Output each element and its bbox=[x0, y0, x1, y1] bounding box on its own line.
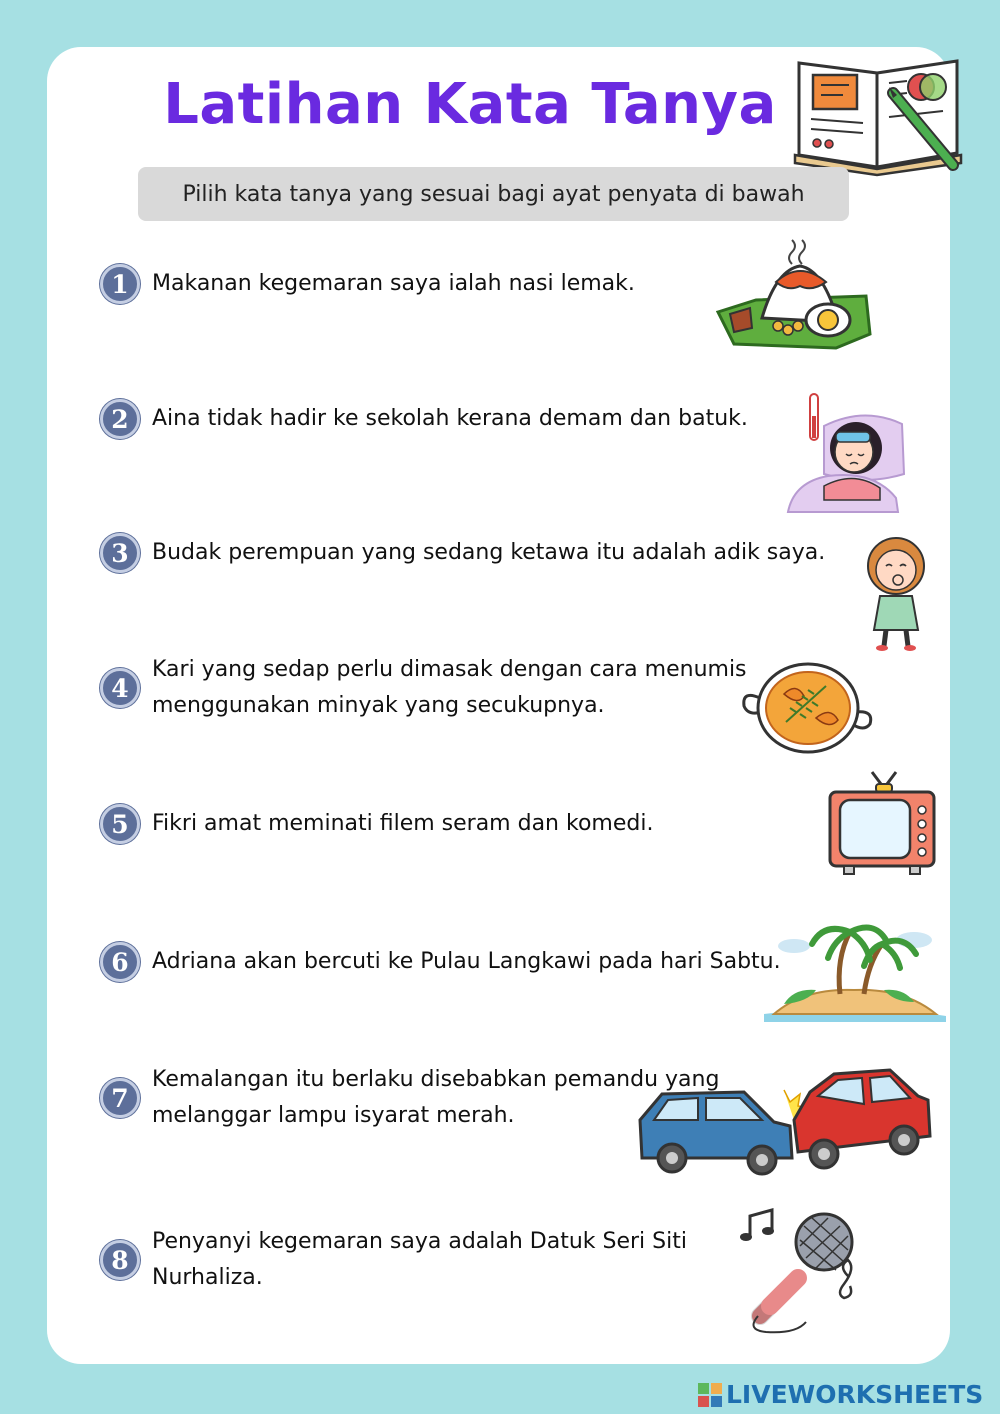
sick-girl-icon bbox=[784, 390, 908, 514]
number-badge: 3 bbox=[100, 533, 140, 573]
question-item-8 bbox=[100, 1224, 820, 1296]
statement-text: Aina tidak hadir ke sekolah kerana demam dan batuk. bbox=[152, 406, 748, 431]
statement-line-1: Kari yang sedap perlu dimasak dengan cara menumis bbox=[152, 657, 747, 682]
nasi-lemak-icon bbox=[716, 236, 872, 352]
television-icon bbox=[828, 768, 938, 878]
car-crash-icon bbox=[634, 1060, 934, 1184]
number-badge: 4 bbox=[100, 668, 140, 708]
footer-brand[interactable]: LIVEWORKSHEETS bbox=[726, 1380, 984, 1409]
laughing-girl-icon bbox=[858, 534, 938, 654]
liveworksheets-logo-icon bbox=[698, 1383, 722, 1407]
question-item-6 bbox=[100, 942, 860, 982]
question-item-3 bbox=[100, 533, 880, 573]
question-item-2 bbox=[100, 399, 820, 439]
statement-line-1: Kemalangan itu berlaku disebabkan pemandu yang bbox=[152, 1067, 720, 1092]
statement-text: Fikri amat meminati filem seram dan komedi. bbox=[152, 811, 654, 836]
number-badge: 7 bbox=[100, 1078, 140, 1118]
question-item-5 bbox=[100, 804, 820, 844]
number-badge: 2 bbox=[100, 399, 140, 439]
island-icon bbox=[764, 918, 946, 1024]
open-book-icon bbox=[793, 45, 965, 177]
number-badge: 1 bbox=[100, 264, 140, 304]
statement-line-1: Penyanyi kegemaran saya adalah Datuk Seri Siti bbox=[152, 1229, 687, 1254]
statement-line-2: Nurhaliza. bbox=[152, 1265, 263, 1290]
question-item-4 bbox=[100, 652, 820, 724]
number-badge: 8 bbox=[100, 1240, 140, 1280]
statement-text: Budak perempuan yang sedang ketawa itu adalah adik saya. bbox=[152, 540, 826, 565]
curry-pot-icon bbox=[740, 660, 876, 758]
statement-text bbox=[152, 1224, 687, 1296]
liveworksheets-footer bbox=[698, 1380, 983, 1409]
microphone-icon bbox=[736, 1206, 866, 1336]
statement-line-2: melanggar lampu isyarat merah. bbox=[152, 1103, 515, 1128]
page-title: Latihan Kata Tanya bbox=[163, 72, 777, 137]
instruction-banner: Pilih kata tanya yang sesuai bagi ayat penyata di bawah bbox=[138, 167, 849, 221]
number-badge: 6 bbox=[100, 942, 140, 982]
number-badge: 5 bbox=[100, 804, 140, 844]
statement-text bbox=[152, 652, 747, 724]
statement-text: Makanan kegemaran saya ialah nasi lemak. bbox=[152, 271, 635, 296]
question-item-1 bbox=[100, 264, 820, 304]
statement-line-2: menggunakan minyak yang secukupnya. bbox=[152, 693, 605, 718]
statement-text: Adriana akan bercuti ke Pulau Langkawi pada hari Sabtu. bbox=[152, 949, 781, 974]
